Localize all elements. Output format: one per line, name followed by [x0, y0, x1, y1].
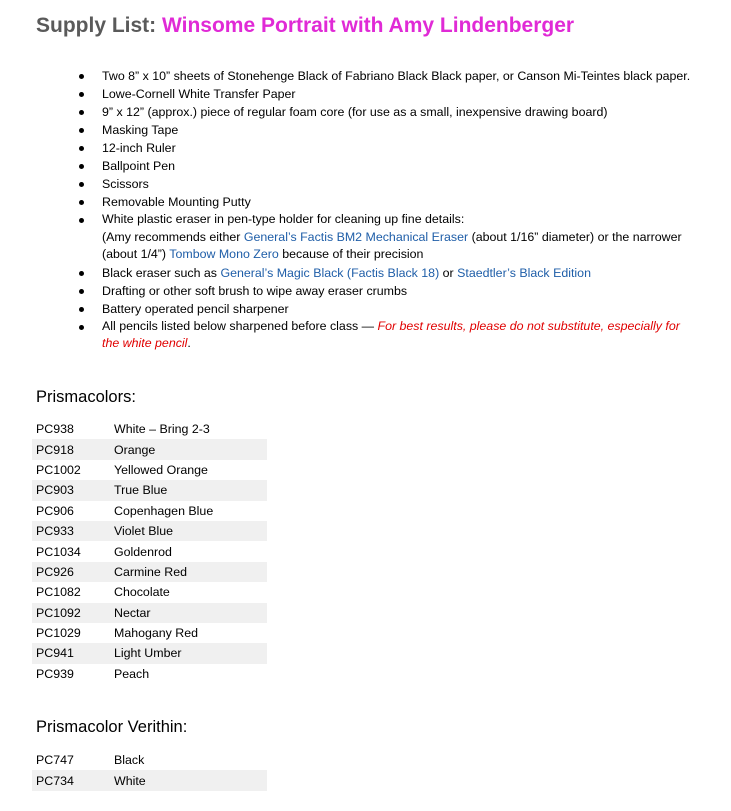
pencil-name: Chocolate — [114, 585, 170, 600]
factis-bm2-link[interactable]: General’s Factis BM2 Mechanical Eraser — [243, 229, 469, 244]
verithin-heading: Prismacolor Verithin: — [36, 718, 188, 736]
magic-black-link[interactable]: General’s Magic Black (Factis Black 18) — [220, 265, 440, 280]
title-workshop-name: Winsome Portrait with Amy Lindenberger — [162, 14, 575, 37]
list-item: Lowe-Cornell White Transfer Paper — [79, 85, 699, 103]
table-row — [32, 480, 267, 500]
prismacolors-heading: Prismacolors: — [36, 388, 136, 406]
pencil-name: Yellowed Orange — [114, 462, 208, 477]
pencil-name: Orange — [114, 442, 156, 457]
pencil-code: PC1034 — [36, 544, 81, 559]
pencil-name: Violet Blue — [114, 524, 174, 539]
pencil-code: PC1092 — [36, 605, 81, 620]
eraser-holder-text: (about 1/16” diameter) or the narrower (about 1/4”) — [102, 229, 682, 261]
table-row — [32, 603, 267, 623]
substitution-note: For best results, please do not substitute, especially for the white pencil — [102, 318, 680, 350]
pencil-name: True Blue — [114, 483, 168, 498]
pencil-code: PC1029 — [36, 626, 81, 641]
list-item-pencils — [79, 318, 699, 353]
pencil-name: Mahogany Red — [114, 626, 199, 641]
list-item: Ballpoint Pen — [79, 157, 699, 175]
list-item: 9” x 12” (approx.) piece of regular foam core (for use as a small, inexpensive drawing board) — [79, 103, 699, 121]
pencil-code: PC734 — [36, 773, 74, 788]
pencil-name: Carmine Red — [114, 564, 187, 579]
list-item: Drafting or other soft brush to wipe away eraser crumbs — [79, 282, 699, 300]
pencil-code: PC906 — [36, 503, 74, 518]
pencil-name: White — [114, 773, 146, 788]
list-item: Battery operated pencil sharpener — [79, 300, 699, 318]
pencil-name: Peach — [114, 666, 150, 681]
table-row — [32, 439, 267, 459]
list-item: Removable Mounting Putty — [79, 193, 699, 211]
pencil-code: PC933 — [36, 524, 74, 539]
pencils-text-end: . — [187, 336, 191, 350]
eraser-holder-text: (Amy recommends either — [102, 229, 244, 244]
pencil-code: PC938 — [36, 422, 74, 437]
table-row — [32, 521, 267, 541]
pencil-name: White – Bring 2-3 — [114, 422, 210, 437]
table-row — [32, 750, 267, 770]
supply-list — [79, 67, 699, 353]
pencil-code: PC918 — [36, 442, 74, 457]
pencil-code: PC941 — [36, 646, 74, 661]
table-row — [32, 770, 267, 790]
list-item: Scissors — [79, 175, 699, 193]
pencil-name: Copenhagen Blue — [114, 503, 214, 518]
prismacolors-table — [32, 419, 267, 684]
black-eraser-text: or — [439, 265, 458, 280]
verithin-table — [32, 750, 267, 791]
pencil-code: PC1082 — [36, 585, 81, 600]
table-row — [32, 623, 267, 643]
list-item: 12-inch Ruler — [79, 139, 699, 157]
pencil-name: Light Umber — [114, 646, 182, 661]
list-item-eraser-holder — [79, 211, 699, 264]
table-row — [32, 501, 267, 521]
eraser-holder-line1: White plastic eraser in pen-type holder for cleaning up fine details: — [102, 212, 465, 226]
pencil-code: PC939 — [36, 666, 74, 681]
pencil-code: PC926 — [36, 564, 74, 579]
table-row — [32, 541, 267, 561]
list-item: Two 8” x 10” sheets of Stonehenge Black of Fabriano Black Black paper, or Canson Mi-Teintes black paper. — [79, 67, 699, 85]
table-row — [32, 419, 267, 439]
tombow-mono-zero-link[interactable]: Tombow Mono Zero — [169, 247, 279, 261]
pencils-text: All pencils listed below sharpened before class — — [102, 318, 378, 333]
table-row — [32, 643, 267, 663]
pencil-name: Black — [114, 753, 145, 768]
table-row — [32, 664, 267, 684]
list-item-black-eraser — [79, 264, 699, 282]
table-row — [32, 562, 267, 582]
title-prefix: Supply List: — [36, 14, 162, 37]
page-title — [36, 14, 574, 38]
eraser-holder-text: because of their precision — [278, 247, 424, 261]
black-eraser-text: Black eraser such as — [102, 265, 221, 280]
table-row — [32, 460, 267, 480]
pencil-code: PC1002 — [36, 462, 81, 477]
pencil-name: Nectar — [114, 605, 151, 620]
staedtler-black-edition-link[interactable]: Staedtler’s Black Edition — [457, 265, 591, 280]
list-item: Masking Tape — [79, 121, 699, 139]
table-row — [32, 582, 267, 602]
pencil-code: PC903 — [36, 483, 74, 498]
pencil-name: Goldenrod — [114, 544, 172, 559]
pencil-code: PC747 — [36, 753, 74, 768]
